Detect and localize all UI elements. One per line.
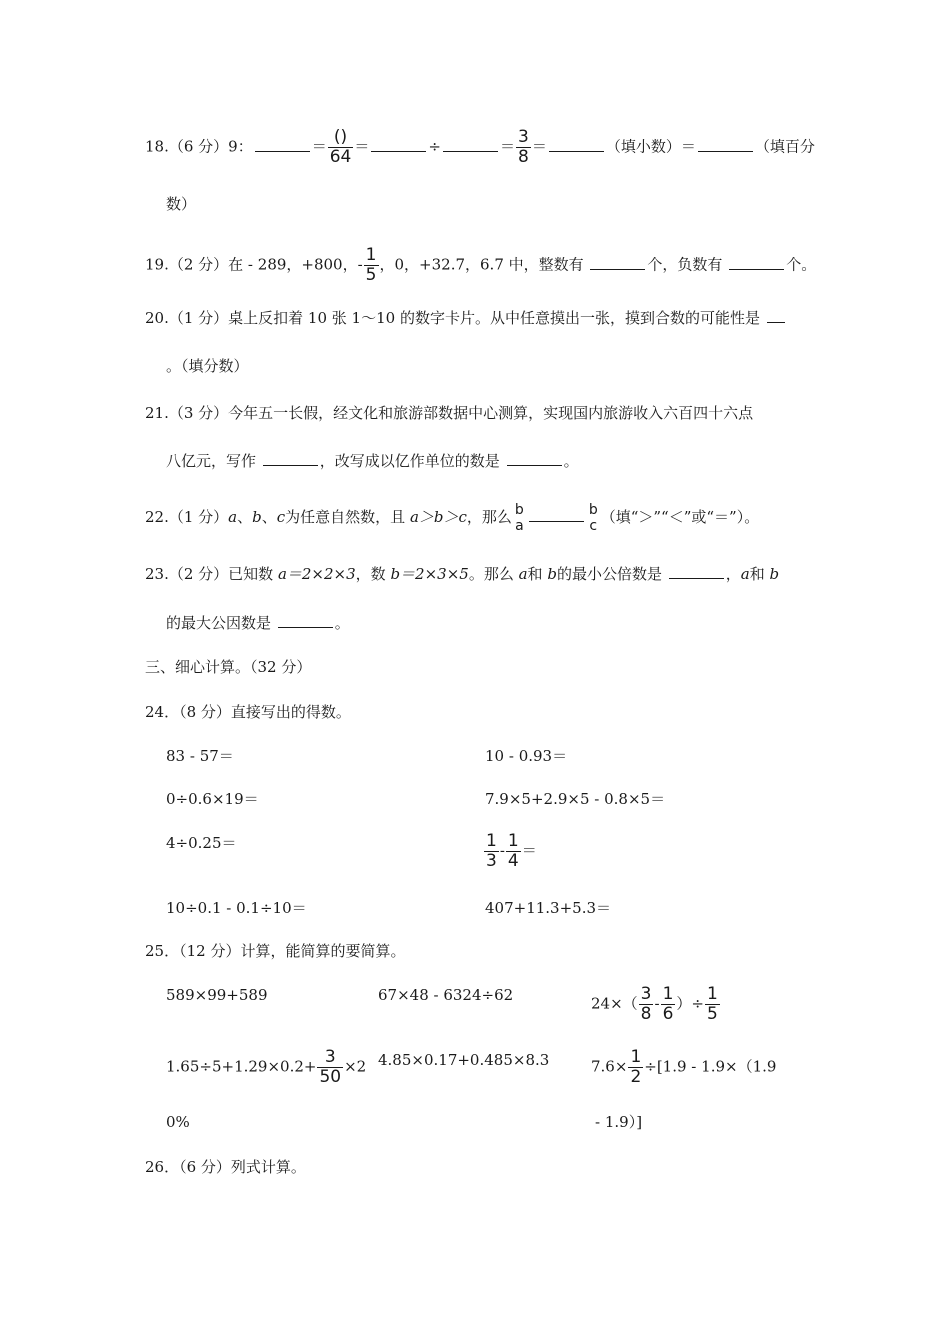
q25-c3-fraction-3: $\frac{1}{5}$ — [706, 984, 718, 1024]
q24-fraction-2: $\frac{1}{4}$ — [507, 831, 519, 871]
q21-blank-yi[interactable] — [507, 464, 562, 466]
q26-title: 26．（6 分）列式计算。 — [145, 1158, 306, 1176]
q20-blank[interactable] — [767, 321, 785, 323]
q25-calc-4: 1.65÷5+1.29×0.2+ $\frac{3}{50}$ ×2 — [166, 1047, 367, 1087]
q24-item-1: 83 - 57＝ — [166, 747, 234, 765]
q25-c3-fraction-1: $\frac{3}{8}$ — [640, 984, 652, 1024]
q24-item-6: $\frac{1}{3}$ - $\frac{1}{4}$ ＝ — [486, 831, 537, 871]
q21-continuation: 八亿元，写作 ，改写成以亿作单位的数是 。 — [166, 452, 579, 470]
q18-blank-2[interactable] — [371, 150, 426, 152]
q22-blank[interactable] — [529, 520, 584, 522]
q25-calc-1: 589×99+589 — [166, 986, 268, 1004]
q18-continuation: 数） — [166, 195, 197, 213]
q23-blank-gcd[interactable] — [278, 626, 333, 628]
q25-calc-4-continuation: 0% — [166, 1113, 190, 1131]
q19-lead: 19.（2 分）在 - 289，+800，- — [145, 255, 363, 274]
q25-c3-fraction-2: $\frac{1}{6}$ — [662, 984, 674, 1024]
q22-fraction-b-over-c: b c — [588, 502, 598, 534]
q23-continuation: 的最大公因数是 。 — [166, 614, 350, 632]
q25-c4-fraction: $\frac{3}{50}$ — [319, 1047, 342, 1087]
q25-calc-2: 67×48 - 6324÷62 — [378, 986, 514, 1004]
q18-line: 18.（6 分）9： ＝ $\frac{()}{64}$ ＝ ÷ ＝ $\frac{3}{8}$ ＝ （填小数）＝ （填百分 — [145, 127, 815, 167]
q23-blank-lcm[interactable] — [669, 577, 724, 579]
q22-line: 22.（1 分）a、b、c为任意自然数，且 a＞b＞c，那么 b a b c （填“＞”“＜”或“＝”）。 — [145, 502, 760, 534]
q19-line: 19.（2 分）在 - 289，+800，- $\frac{1}{5}$ ，0，+32.7，6.7 中，整数有 个，负数有 个。 — [145, 245, 817, 285]
q18-blank-3[interactable] — [443, 150, 498, 152]
q18-blank-1[interactable] — [255, 150, 310, 152]
q25-calc-5: 4.85×0.17+0.485×8.3 — [378, 1051, 550, 1069]
q25-calc-3: 24×（ $\frac{3}{8}$ - $\frac{1}{6}$ ）÷ $\frac{1}{5}$ — [591, 984, 718, 1024]
q25-c6-fraction: $\frac{1}{2}$ — [630, 1047, 642, 1087]
q18-fraction-1: $\frac{()}{64}$ — [329, 127, 352, 167]
q19-blank-negatives[interactable] — [729, 268, 784, 270]
q22-fraction-b-over-a: b a — [514, 502, 524, 534]
q21-blank-written[interactable] — [263, 464, 318, 466]
q24-item-5: 4÷0.25＝ — [166, 834, 237, 852]
q24-item-4: 7.9×5+2.9×5 - 0.8×5＝ — [485, 790, 666, 808]
q24-fraction-1: $\frac{1}{3}$ — [486, 831, 497, 871]
q18-blank-4[interactable] — [549, 150, 604, 152]
q24-item-3: 0÷0.6×19＝ — [166, 790, 259, 808]
q24-item-2: 10 - 0.93＝ — [485, 747, 568, 765]
q20-line: 20.（1 分）桌上反扣着 10 张 1～10 的数字卡片。从中任意摸出一张，摸到合数的可能性是 — [145, 308, 787, 328]
q19-blank-integers[interactable] — [590, 268, 645, 270]
q25-calc-6-continuation: - 1.9）] — [595, 1113, 643, 1131]
q24-item-7: 10÷0.1 - 0.1÷10＝ — [166, 899, 307, 917]
q21-line: 21.（3 分）今年五一长假，经文化和旅游部数据中心测算，实现国内旅游收入六百四十六点 — [145, 404, 754, 422]
q18-fraction-2: $\frac{3}{8}$ — [517, 127, 529, 167]
section-3-heading: 三、细心计算。（32 分） — [145, 658, 312, 676]
q18-blank-5[interactable] — [698, 150, 753, 152]
q18-lead: 18.（6 分）9： — [145, 137, 253, 156]
q20-continuation: 。（填分数） — [166, 357, 249, 375]
q23-line: 23.（2 分）已知数 a＝2×2×3，数 b＝2×3×5。那么 a和 b的最小公倍数是 ，a和 b — [145, 565, 780, 583]
q19-fraction: $\frac{1}{5}$ — [365, 245, 377, 285]
q25-title: 25．（12 分）计算，能简算的要简算。 — [145, 942, 406, 960]
q24-title: 24．（8 分）直接写出的得数。 — [145, 703, 351, 721]
q25-calc-6: 7.6× $\frac{1}{2}$ ÷[1.9 - 1.9×（1.9 — [591, 1047, 777, 1087]
q24-item-8: 407+11.3+5.3＝ — [485, 899, 612, 917]
